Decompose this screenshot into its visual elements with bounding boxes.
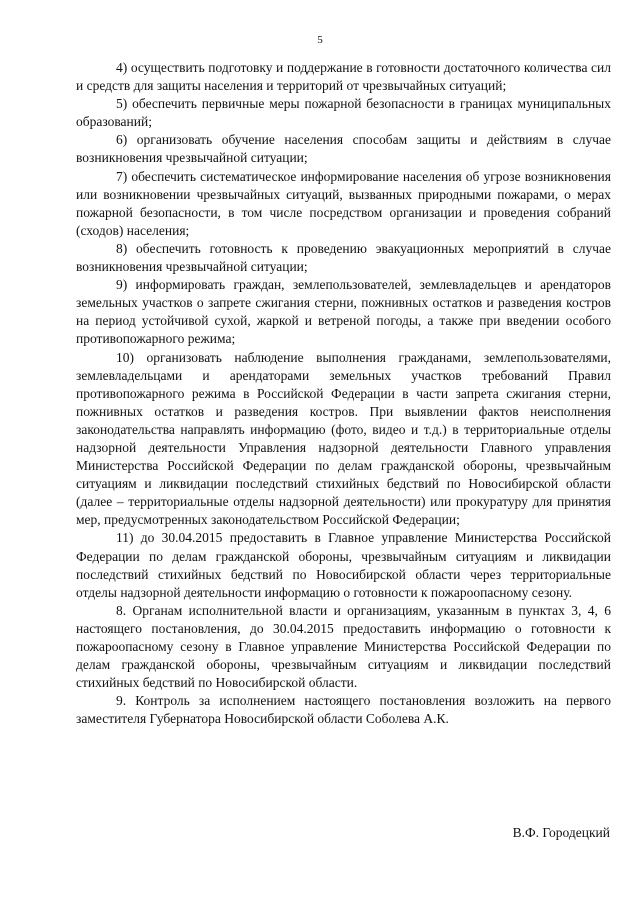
paragraph-item-6: 6) организовать обучение населения способам защиты и действиям в случае возникновения чрезвычайной ситуации; [76, 132, 611, 166]
document-body [76, 59, 611, 728]
paragraph-item-11: 11) до 30.04.2015 предоставить в Главное управление Министерства Российской Федерации по делам гражданской обороны, чрезвычайным ситуациям и ликвидации последствий стихийных бедствий по Новосибирской области через территориальные отделы надзорной деятельности информацию о готовности к пожароопасному сезону. [76, 530, 611, 600]
paragraph-item-9: 9) информировать граждан, землепользователей, землевладельцев и арендаторов земельных участков о запрете сжигания стерни, пожнивных остатков и разведения костров на период устойчивой сухой, жаркой и ветреной погоды, а также при введении особого противопожарного режима; [76, 277, 611, 347]
paragraph-item-10: 10) организовать наблюдение выполнения гражданами, землепользователями, землевладельцами и арендаторами земельных участков требований Правил противопожарного режима в Российской Федерации в части запрета сжигания стерни, пожнивных остатков и разведения костров. При выявлении фактов неисполнения законодательства направлять информацию (фото, видео и т.д.) в территориальные отделы надзорной деятельности Управления надзорной деятельности Главного управления Министерства Российской Федерации по делам гражданской обороны, чрезвычайным ситуациям и ликвидации последствий стихийных бедствий по Новосибирской области (далее – территориальные отделы надзорной деятельности) или прокуратуру для принятия мер, предусмотренных законодательством Российской Федерации; [76, 349, 611, 528]
paragraph-item-5: 5) обеспечить первичные меры пожарной безопасности в границах муниципальных образований; [76, 96, 611, 130]
paragraph-item-8: 8) обеспечить готовность к проведению эвакуационных мероприятий в случае возникновения чрезвычайной ситуации; [76, 240, 611, 275]
paragraph-clause-8: 8. Органам исполнительной власти и организациям, указанным в пунктах 3, 4, 6 настоящего постановления, до 30.04.2015 предоставить информацию о готовности к пожароопасному сезону в Главное управление Министерства Российской Федерации по делам гражданской обороны, чрезвычайным ситуациям и ликвидации последствий стихийных бедствий по Новосибирской области. [76, 602, 611, 691]
paragraph-item-7: 7) обеспечить систематическое информирование населения об угрозе возникновения или возникновении чрезвычайных ситуаций, вызванных природными пожарами, о мерах пожарной безопасности, в том числе посредством организации и проведения собраний (сходов) населения; [76, 168, 611, 238]
signature-name: В.Ф. Городецкий [512, 825, 610, 840]
paragraph-clause-9: 9. Контроль за исполнением настоящего постановления возложить на первого заместителя Губернатора Новосибирской области Соболева А.К. [76, 693, 611, 727]
page-number: 5 [317, 34, 323, 46]
paragraph-item-4: 4) осуществить подготовку и поддержание в готовности достаточного количества сил и средств для защиты населения и территорий от чрезвычайных ситуаций; [76, 60, 611, 94]
